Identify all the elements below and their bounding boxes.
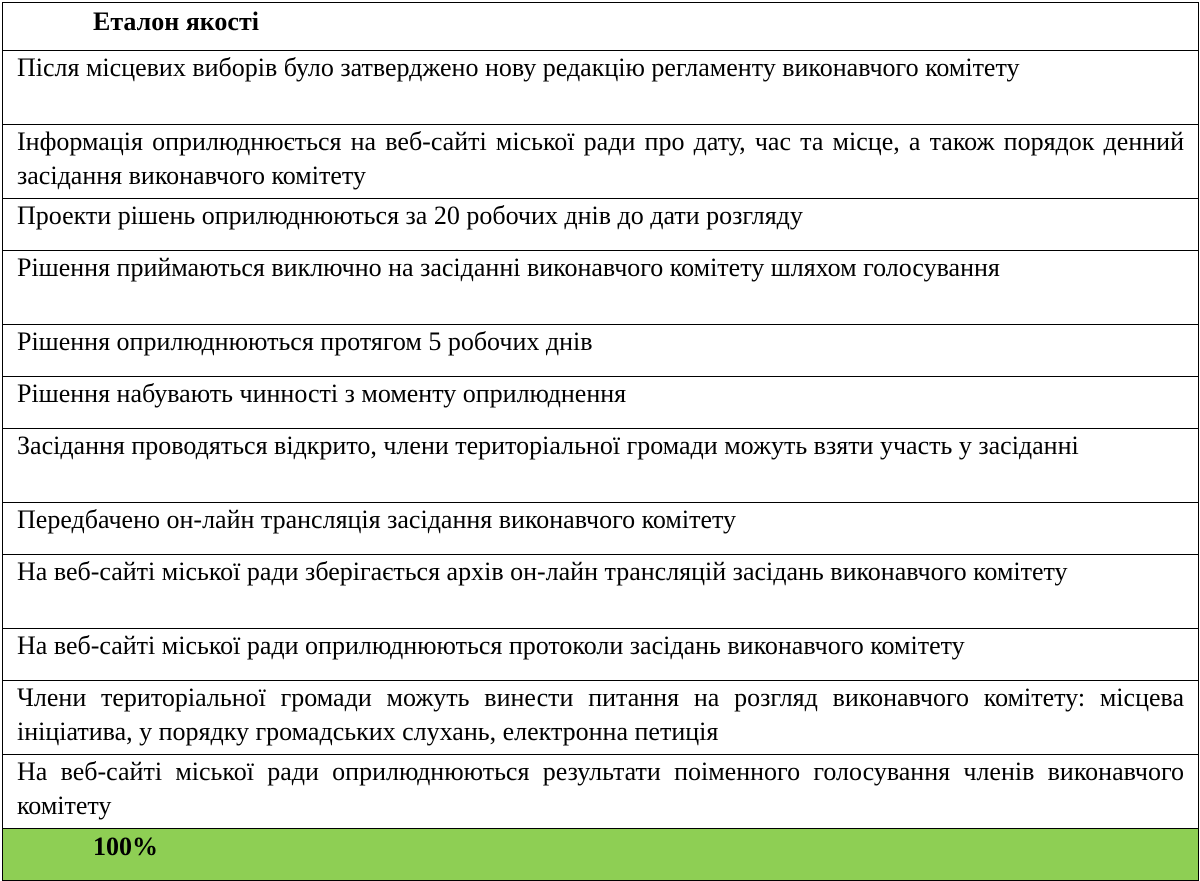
table-header-row (3, 3, 1198, 51)
table-row (3, 251, 1198, 325)
table-footer-row (3, 829, 1198, 881)
row-text: На веб-сайті міської ради зберігається архів он-лайн трансляцій засідань виконавчого комітету (17, 557, 1068, 586)
row-text: На веб-сайті міської ради оприлюднюються результати поіменного голосування членів виконавчого комітету (17, 757, 1184, 820)
table-row (3, 429, 1198, 503)
row-text: Передбачено он-лайн трансляція засідання виконавчого комітету (17, 505, 736, 534)
quality-standard-table (2, 2, 1199, 881)
row-text: Рішення приймаються виключно на засіданні виконавчого комітету шляхом голосування (17, 253, 1000, 282)
row-text: Після місцевих виборів було затверджено нову редакцію регламенту виконавчого комітету (17, 53, 1020, 82)
row-text: Засідання проводяться відкрито, члени територіальної громади можуть взяти участь у засіданні (17, 431, 1079, 460)
table-row (3, 755, 1198, 829)
table-row (3, 51, 1198, 125)
table-row (3, 555, 1198, 629)
table-row (3, 629, 1198, 681)
row-text: Рішення набувають чинності з моменту оприлюднення (17, 379, 627, 408)
total-percentage: 100% (93, 832, 158, 861)
table-row (3, 199, 1198, 251)
table-row (3, 325, 1198, 377)
table-row (3, 377, 1198, 429)
table-row (3, 503, 1198, 555)
row-text: Проекти рішень оприлюднюються за 20 робочих днів до дати розгляду (17, 201, 803, 230)
row-text: Члени територіальної громади можуть винести питання на розгляд виконавчого комітету: місцева ініціатива, у порядку громадських слухань, електронна петиція (17, 683, 1184, 746)
table-row (3, 681, 1198, 755)
row-text: На веб-сайті міської ради оприлюднюються протоколи засідань виконавчого комітету (17, 631, 965, 660)
row-text: Інформація оприлюднюється на веб-сайті міської ради про дату, час та місце, а також порядок денний засідання виконавчого комітету (17, 127, 1184, 190)
table-row (3, 125, 1198, 199)
table-header: Еталон якості (93, 7, 259, 36)
row-text: Рішення оприлюднюються протягом 5 робочих днів (17, 327, 593, 356)
